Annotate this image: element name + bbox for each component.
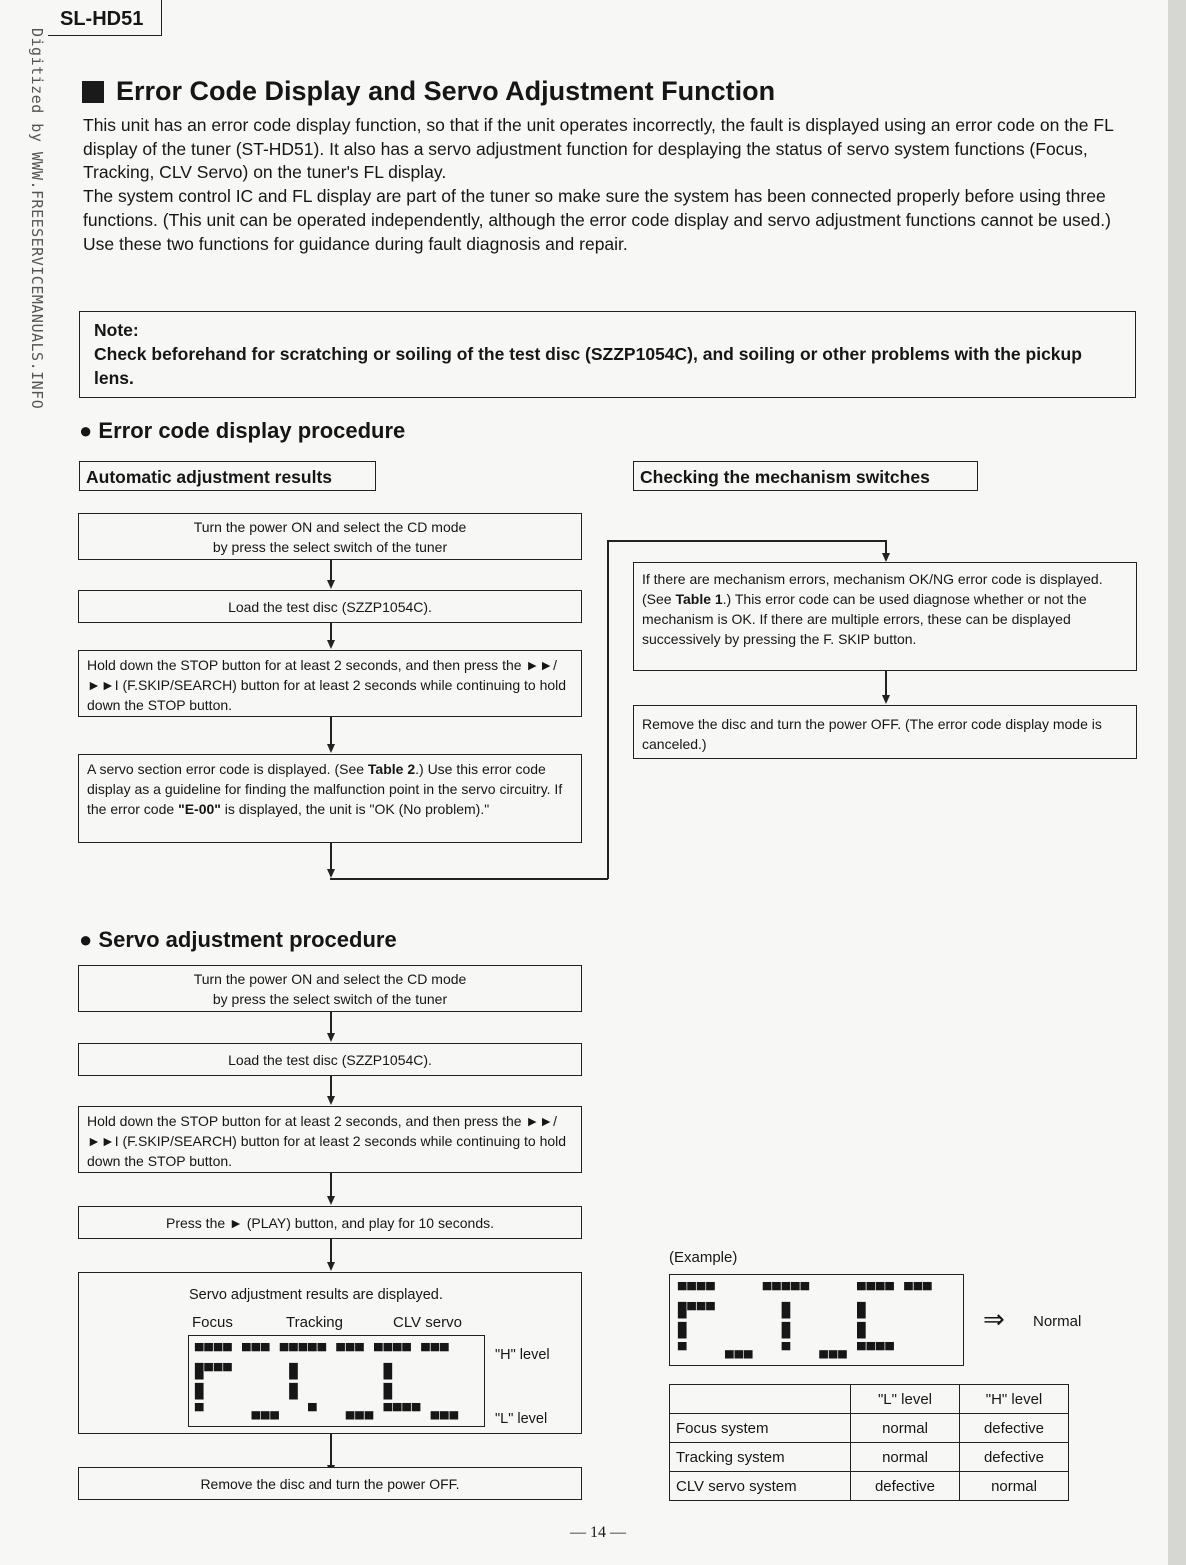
servo-step-2: Load the test disc (SZZP1054C). <box>78 1043 582 1076</box>
example-label: (Example) <box>669 1249 738 1266</box>
flow-arrow-icon <box>327 744 335 753</box>
flow-line <box>330 717 332 745</box>
table-cell: defective <box>851 1472 960 1501</box>
table-row <box>670 1443 1069 1472</box>
page-title <box>82 76 775 107</box>
error-step-4 <box>78 754 582 843</box>
table-cell: Tracking system <box>670 1443 851 1472</box>
fl-segment-row: ▀▀▀▀ ▀▀▀▀▀ ▀▀▀▀ ▀▀▀ <box>678 1283 933 1299</box>
error-step-1 <box>78 513 582 560</box>
table-cell: Focus system <box>670 1414 851 1443</box>
tracking-label: Tracking <box>286 1314 343 1331</box>
flow-connector <box>607 540 886 542</box>
model-label: SL-HD51 <box>48 0 162 36</box>
flow-arrow-icon <box>882 695 890 704</box>
flow-line <box>330 1012 332 1034</box>
flow-arrow-icon <box>327 640 335 649</box>
l-level-label: "L" level <box>495 1411 548 1427</box>
step-text: If there are mechanism errors, mechanism OK/NG error code is displayed. (See <box>642 571 1103 607</box>
table-row <box>670 1414 1069 1443</box>
flow-line <box>330 1239 332 1263</box>
flow-arrow-icon <box>327 1262 335 1271</box>
fl-segment-row: █▀▀▀ █ █ <box>678 1303 867 1319</box>
table-cell: normal <box>960 1472 1069 1501</box>
step-text: .) Use this error code display as a guideline for finding the malfunction point in the servo circuitry. If the error code <box>87 761 563 817</box>
error-step-3: Hold down the STOP button for at least 2 seconds, and then press the ►►/►►I (F.SKIP/SEARCH) button for at least 2 seconds while continuing to hold down the STOP button. <box>78 650 582 717</box>
flow-line <box>330 1076 332 1097</box>
servo-section-heading-text: Servo adjustment procedure <box>98 927 397 952</box>
servo-section-heading: ● Servo adjustment procedure <box>79 927 397 952</box>
table-row <box>670 1472 1069 1501</box>
mech-step-2: Remove the disc and turn the power OFF. (The error code display mode is canceled.) <box>633 705 1137 759</box>
table-cell: defective <box>960 1414 1069 1443</box>
servo-step-1 <box>78 965 582 1012</box>
intro-text <box>83 114 1133 256</box>
step-text: is displayed, the unit is "OK (No problem)." <box>220 801 490 817</box>
focus-label: Focus <box>192 1314 233 1331</box>
flow-line <box>330 560 332 581</box>
table-ref: Table 1 <box>675 591 723 607</box>
flow-arrow-icon <box>327 580 335 589</box>
flow-arrow-icon <box>327 1033 335 1042</box>
flow-line <box>330 1173 332 1197</box>
page-title-text: Error Code Display and Servo Adjustment Function <box>116 76 776 106</box>
flow-connector <box>330 878 608 880</box>
step-text: Turn the power ON and select the CD mode <box>193 518 467 535</box>
note-text: Check beforehand for scratching or soiling of the test disc (SZZP1054C), and soiling or other problems with the pickup lens. <box>94 344 1082 388</box>
table-cell <box>670 1385 851 1414</box>
step-text: .) This error code can be used diagnose whether or not the mechanism is OK. If there are multiple errors, these can be displayed successively by pressing the F. SKIP button. <box>642 591 1087 647</box>
flow-arrow-icon <box>882 553 890 562</box>
servo-step-3: Hold down the STOP button for at least 2 seconds, and then press the ►►/►►I (F.SKIP/SEARCH) button for at least 2 seconds while continuing to hold down the STOP button. <box>78 1106 582 1173</box>
flow-connector <box>607 540 609 879</box>
flow-arrow-icon <box>327 1096 335 1105</box>
page-edge <box>1168 0 1186 1565</box>
table-ref: Table 2 <box>367 761 416 777</box>
flow-line <box>330 843 332 870</box>
fl-segment-row: █ █ █ <box>678 1323 867 1339</box>
level-judgement-table <box>669 1384 1069 1501</box>
flow-arrow-icon <box>327 1196 335 1205</box>
servo-step-4: Press the ► (PLAY) button, and play for 10 seconds. <box>78 1206 582 1239</box>
intro-paragraph: Use these two functions for guidance during fault diagnosis and repair. <box>83 233 628 254</box>
step-text: by press the select switch of the tuner <box>212 538 448 555</box>
flow-line <box>885 671 887 696</box>
error-step-2: Load the test disc (SZZP1054C). <box>78 590 582 623</box>
error-code: "E-00" <box>178 801 221 817</box>
intro-paragraph: The system control IC and FL display are part of the tuner so make sure the system has been connected properly before using three functions. (This unit can be operated independently, although the error code display and servo adjustment functions cannot be used.) <box>83 186 1111 230</box>
title-bullet-icon <box>82 81 104 103</box>
h-level-label: "H" level <box>495 1347 550 1363</box>
fl-segment-row: █ █ █ <box>195 1384 394 1400</box>
mech-step-1 <box>633 562 1137 671</box>
table-header-cell: "L" level <box>851 1385 960 1414</box>
fl-segment-row: █▀▀▀ █ █ <box>195 1364 394 1380</box>
fl-segment-row: ▀▀▀▀ ▀▀▀ ▀▀▀▀▀ ▀▀▀ ▀▀▀▀ ▀▀▀ <box>195 1344 450 1360</box>
table-header-cell: "H" level <box>960 1385 1069 1414</box>
fl-display-panel <box>188 1335 485 1427</box>
table-cell: CLV servo system <box>670 1472 851 1501</box>
right-arrow-icon: ⇒ <box>983 1304 1005 1334</box>
flow-line <box>330 623 332 641</box>
page-number: — 14 — <box>570 1524 626 1541</box>
servo-step-5 <box>78 1272 582 1434</box>
mech-switch-heading: Checking the mechanism switches <box>633 461 978 491</box>
servo-results-title: Servo adjustment results are displayed. <box>189 1287 443 1303</box>
note-box <box>79 311 1136 398</box>
flow-line <box>330 1434 332 1466</box>
table-header-row <box>670 1385 1069 1414</box>
fl-segment-row: ▀ ▄▄▄ ▀ ▄▄▄ ▀▀▀▀ ▄▄▄ <box>195 1404 460 1420</box>
step-text: Turn the power ON and select the CD mode <box>193 970 467 987</box>
example-result: Normal <box>1033 1313 1082 1330</box>
servo-step-6: Remove the disc and turn the power OFF. <box>78 1467 582 1500</box>
flow-line <box>885 540 887 554</box>
watermark: Digitized by WWW.FREESERVICEMANUALS.INFO <box>28 28 46 410</box>
flow-arrow-icon <box>327 869 335 878</box>
step-text: by press the select switch of the tuner <box>212 990 448 1007</box>
note-label: Note: <box>94 320 139 340</box>
example-fl-display <box>669 1274 964 1366</box>
fl-segment-row: ▀ ▄▄▄ ▀ ▄▄▄ ▀▀▀▀ <box>678 1343 895 1359</box>
error-section-heading-text: Error code display procedure <box>98 418 406 443</box>
step-text: A servo section error code is displayed. (See <box>87 761 368 777</box>
table-cell: normal <box>851 1414 960 1443</box>
table-cell: defective <box>960 1443 1069 1472</box>
table-cell: normal <box>851 1443 960 1472</box>
clv-servo-label: CLV servo <box>393 1314 462 1331</box>
intro-paragraph: This unit has an error code display function, so that if the unit operates incorrectly, the fault is displayed using an error code on the FL display of the tuner (ST-HD51). It also has a servo adjustment function for desplaying the status of servo system functions (Focus, Tracking, CLV Servo) on the tuner's FL display. <box>83 115 1114 183</box>
auto-adjust-heading: Automatic adjustment results <box>79 461 376 491</box>
error-section-heading: ● Error code display procedure <box>79 418 406 443</box>
